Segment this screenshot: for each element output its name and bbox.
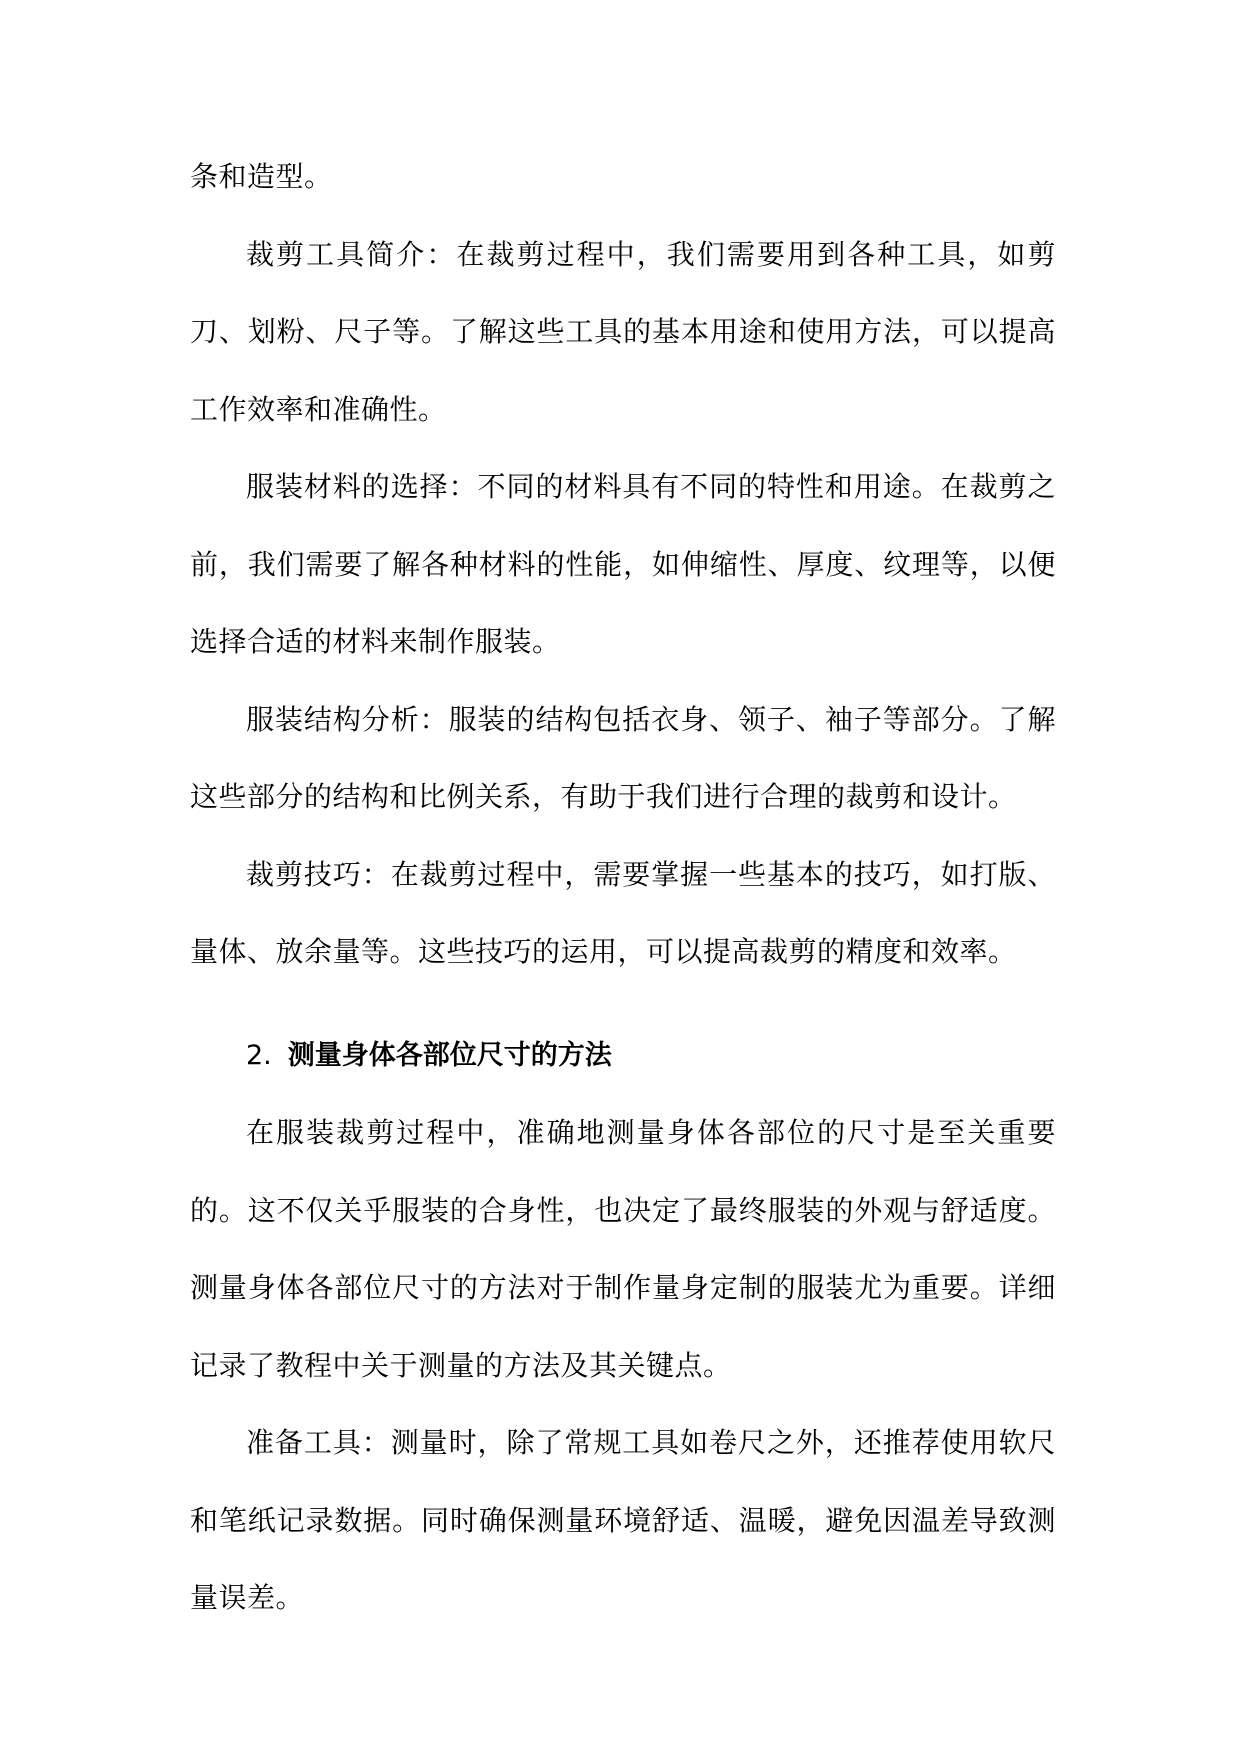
document-page	[190, 138, 1056, 1637]
paragraph-cutting-skills: 裁剪技巧：在裁剪过程中，需要掌握一些基本的技巧，如打版、量体、放余量等。这些技巧的运用，可以提高裁剪的精度和效率。	[190, 857, 1056, 968]
paragraph-prepare-tools: 准备工具：测量时，除了常规工具如卷尺之外，还推荐使用软尺和笔纸记录数据。同时确保测量环境舒适、温暖，避免因温差导致测量误差。	[190, 1426, 1056, 1614]
paragraph-cutting-tools: 裁剪工具简介：在裁剪过程中，我们需要用到各种工具，如剪刀、划粉、尺子等。了解这些工具的基本用途和使用方法，可以提高工作效率和准确性。	[190, 237, 1056, 426]
section-title: 测量身体各部位尺寸的方法	[287, 1039, 612, 1071]
paragraph-measurement-intro: 在服装裁剪过程中，准确地测量身体各部位的尺寸是至关重要的。这不仅关乎服装的合身性，也决定了最终服装的外观与舒适度。测量身体各部位尺寸的方法对于制作量身定制的服装尤为重要。详细记录了教程中关于测量的方法及其关键点。	[190, 1116, 1056, 1382]
section-heading	[190, 1017, 1056, 1095]
section-number: 2.	[246, 1039, 272, 1071]
paragraph-material-selection: 服装材料的选择：不同的材料具有不同的特性和用途。在裁剪之前，我们需要了解各种材料的性能，如伸缩性、厚度、纹理等，以便选择合适的材料来制作服装。	[190, 470, 1056, 658]
paragraph-continuation: 条和造型。	[190, 160, 333, 193]
paragraph-structure-analysis: 服装结构分析：服装的结构包括衣身、领子、袖子等部分。了解这些部分的结构和比例关系，有助于我们进行合理的裁剪和设计。	[190, 702, 1056, 813]
